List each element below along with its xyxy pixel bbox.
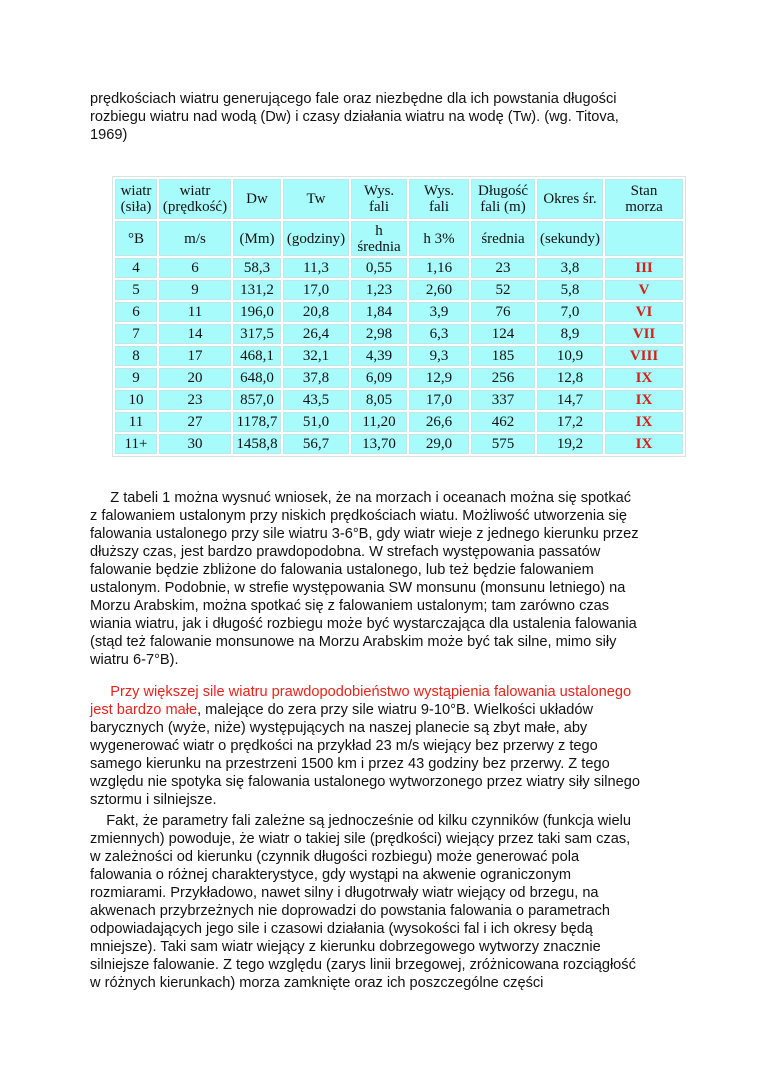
paragraph-line: barycznych (wyże, niże) występujących na naszej planecie są zbyt małe, aby (90, 720, 588, 736)
sea-state-cell: VIII (605, 346, 683, 366)
table-cell: 575 (471, 434, 535, 454)
sea-state-cell: IX (605, 390, 683, 410)
table-header-row (115, 221, 683, 256)
table-cell: 1,23 (351, 280, 407, 300)
table-cell: 1458,8 (233, 434, 281, 454)
paragraph-line: rozmiarami. Przykładowo, nawet silny i długotrwały wiatr wiejący od brzegu, na (90, 885, 599, 901)
paragraph-line: mniejsze). Taki sam wiatr wiejący z kierunku dobrzegowego wytworzy znacznie (90, 939, 601, 955)
table-cell: 56,7 (283, 434, 349, 454)
table-cell: 9,3 (409, 346, 469, 366)
header-cell: h średnia (351, 221, 407, 256)
sea-state-cell: V (605, 280, 683, 300)
paragraph-line (90, 701, 690, 719)
paragraph-line: silniejsze falowanie. Z tego względu (zarys linii brzegowej, zróżnicowana rozciągłość (90, 957, 636, 973)
table-cell: 17 (159, 346, 231, 366)
paragraph-line: sztormu i silniejsze. (90, 792, 217, 808)
table-cell: 29,0 (409, 434, 469, 454)
paragraph-line: (stąd też falowanie monsunowe na Morzu Arabskim może być tak silne, mimo siły (90, 634, 617, 650)
header-cell: (godziny) (283, 221, 349, 256)
table-cell: 6 (159, 258, 231, 278)
table-cell: 1,84 (351, 302, 407, 322)
table-cell: 52 (471, 280, 535, 300)
header-cell: h 3% (409, 221, 469, 256)
header-cell: Dw (233, 179, 281, 219)
table-cell: 17,2 (537, 412, 603, 432)
table-cell: 12,9 (409, 368, 469, 388)
table-row (115, 324, 683, 344)
table-cell: 2,98 (351, 324, 407, 344)
table-cell: 11 (115, 412, 157, 432)
sea-state-cell: IX (605, 368, 683, 388)
paragraph-line: prędkościach wiatru generującego fale oraz niezbędne dla ich powstania długości (90, 91, 617, 107)
table-cell: 1,16 (409, 258, 469, 278)
header-cell: m/s (159, 221, 231, 256)
header-cell: Długość fali (m) (471, 179, 535, 219)
table-cell: 14,7 (537, 390, 603, 410)
paragraph-wave-factors (90, 812, 690, 992)
table-row (115, 280, 683, 300)
table-row (115, 368, 683, 388)
table-cell: 17,0 (283, 280, 349, 300)
table-cell: 337 (471, 390, 535, 410)
table-cell: 8,05 (351, 390, 407, 410)
table-cell: 13,70 (351, 434, 407, 454)
table-cell: 26,6 (409, 412, 469, 432)
table-cell: 23 (471, 258, 535, 278)
table-cell: 26,4 (283, 324, 349, 344)
paragraph-line: rozbiegu wiatru nad wodą (Dw) i czasy działania wiatru na wodę (Tw). (wg. Titova, (90, 109, 619, 125)
highlighted-text: jest bardzo małe (90, 702, 198, 718)
paragraph-line: Morzu Arabskim, można spotkać się z falowaniem ustalonym; tam zarówno czas (90, 598, 610, 614)
paragraph-line: wiania wiatru, jak i długość rozbiegu może być wystarczająca dla ustalenia falowania (90, 616, 637, 632)
table-cell: 9 (115, 368, 157, 388)
paragraph-line: falowania o różnej charakterystyce, gdy wystąpi na akwenie ograniczonym (90, 867, 572, 883)
paragraph-strong-wind (90, 683, 690, 809)
table-row (115, 390, 683, 410)
paragraph-line: w zależności od kierunku (czynnik długości rozbiegu) może generować pola (90, 849, 580, 865)
header-cell: średnia (471, 221, 535, 256)
paragraph-line: Fakt, że parametry fali zależne są jednocześnie od kilku czynników (funkcja wielu (90, 813, 632, 829)
table-cell: 19,2 (537, 434, 603, 454)
paragraph-line: ustalonym. Podobnie, w strefie występowania SW monsunu (monsunu letniego) na (90, 580, 626, 596)
table-cell: 648,0 (233, 368, 281, 388)
header-cell: Stan morza (605, 179, 683, 219)
header-cell: Okres śr. (537, 179, 603, 219)
wave-parameters-table (112, 176, 686, 457)
paragraph-line: w różnych kierunkach) morza zamknięte oraz ich poszczególne części (90, 975, 544, 991)
table-row (115, 412, 683, 432)
table-cell: 185 (471, 346, 535, 366)
table-cell: 8,9 (537, 324, 603, 344)
paragraph-line: wiatru 6-7°B). (90, 652, 179, 668)
table-cell: 131,2 (233, 280, 281, 300)
paragraph-line: Z tabeli 1 można wysnuć wniosek, że na morzach i oceanach można się spotkać (90, 490, 632, 506)
table-cell: 11 (159, 302, 231, 322)
sea-state-cell: VII (605, 324, 683, 344)
table-header-row (115, 179, 683, 219)
sea-state-cell: VI (605, 302, 683, 322)
table-cell: 4,39 (351, 346, 407, 366)
table-cell: 3,9 (409, 302, 469, 322)
paragraph-line: falowanie będzie zbliżone do falowania ustalonego, lub też będzie falowaniem (90, 562, 594, 578)
paragraph-line: z falowaniem ustalonym przy niskich prędkościach wiatu. Możliwość utworzenia się (90, 508, 627, 524)
highlighted-line: Przy większej sile wiatru prawdopodobieństwo wystąpienia falowania ustalonego (90, 684, 632, 700)
table-cell: 11,20 (351, 412, 407, 432)
table-cell: 12,8 (537, 368, 603, 388)
table-cell: 17,0 (409, 390, 469, 410)
table-cell: 1178,7 (233, 412, 281, 432)
paragraph-line: wygenerować wiatr o prędkości na przykład 23 m/s wiejący bez przerwy z tego (90, 738, 598, 754)
table-cell: 20 (159, 368, 231, 388)
header-cell (605, 221, 683, 256)
table-cell: 37,8 (283, 368, 349, 388)
table-cell: 51,0 (283, 412, 349, 432)
table-cell: 3,8 (537, 258, 603, 278)
table-cell: 11+ (115, 434, 157, 454)
paragraph-line: samego kierunku na przestrzeni 1500 km i przez 43 godziny bez przerwy. Z tego (90, 756, 610, 772)
table-cell: 20,8 (283, 302, 349, 322)
table-cell: 10 (115, 390, 157, 410)
table-cell: 27 (159, 412, 231, 432)
sea-state-cell: III (605, 258, 683, 278)
table-cell: 317,5 (233, 324, 281, 344)
table-cell: 30 (159, 434, 231, 454)
table-cell: 196,0 (233, 302, 281, 322)
table-cell: 43,5 (283, 390, 349, 410)
header-cell: (Mm) (233, 221, 281, 256)
paragraph-line: odpowiadających jego sile i czasowi działania (wysokości fal i ich okresy będą (90, 921, 593, 937)
table-cell: 8 (115, 346, 157, 366)
table-row (115, 258, 683, 278)
table-cell: 462 (471, 412, 535, 432)
table-cell: 468,1 (233, 346, 281, 366)
paragraph-line: falowania ustalonego przy sile wiatru 3-6°B, gdy wiatr wieje z jednego kierunku przez (90, 526, 639, 542)
paragraph-line: akwenach przybrzeżnych nie doprowadzi do powstania falowania o parametrach (90, 903, 610, 919)
table-cell: 2,60 (409, 280, 469, 300)
paragraph-line: 1969) (90, 127, 128, 143)
table-cell: 76 (471, 302, 535, 322)
table-cell: 14 (159, 324, 231, 344)
table-cell: 11,3 (283, 258, 349, 278)
table-cell: 6,3 (409, 324, 469, 344)
table-cell: 10,9 (537, 346, 603, 366)
table-cell: 256 (471, 368, 535, 388)
table-cell: 9 (159, 280, 231, 300)
line-text: , malejące do zera przy sile wiatru 9-10°B. Wielkości układów (197, 702, 594, 718)
paragraph-steady-waves (90, 489, 690, 669)
header-cell: Wys. fali (351, 179, 407, 219)
table-cell: 7,0 (537, 302, 603, 322)
paragraph-line: względu nie spotyka się falowania ustalonego wytworzonego przez wiatry siły silnego (90, 774, 640, 790)
table-cell: 6,09 (351, 368, 407, 388)
paragraph-line: zmiennych) powoduje, że wiatr o takiej sile (prędkości) wiejący przez taki sam czas, (90, 831, 631, 847)
header-cell: wiatr (siła) (115, 179, 157, 219)
header-cell: Wys. fali (409, 179, 469, 219)
intro-paragraph (90, 90, 690, 144)
table-cell: 6 (115, 302, 157, 322)
table-cell: 5,8 (537, 280, 603, 300)
table-cell: 32,1 (283, 346, 349, 366)
header-cell: °B (115, 221, 157, 256)
table-cell: 0,55 (351, 258, 407, 278)
sea-state-cell: IX (605, 412, 683, 432)
header-cell: wiatr (prędkość) (159, 179, 231, 219)
table-cell: 857,0 (233, 390, 281, 410)
sea-state-cell: IX (605, 434, 683, 454)
header-cell: (sekundy) (537, 221, 603, 256)
table-cell: 7 (115, 324, 157, 344)
paragraph-line: dłuższy czas, jest bardzo prawdopodobna. W strefach występowania passatów (90, 544, 601, 560)
table-cell: 4 (115, 258, 157, 278)
table-cell: 58,3 (233, 258, 281, 278)
table-row (115, 346, 683, 366)
header-cell: Tw (283, 179, 349, 219)
table-cell: 124 (471, 324, 535, 344)
table-row (115, 434, 683, 454)
table-cell: 23 (159, 390, 231, 410)
table-cell: 5 (115, 280, 157, 300)
table-row (115, 302, 683, 322)
